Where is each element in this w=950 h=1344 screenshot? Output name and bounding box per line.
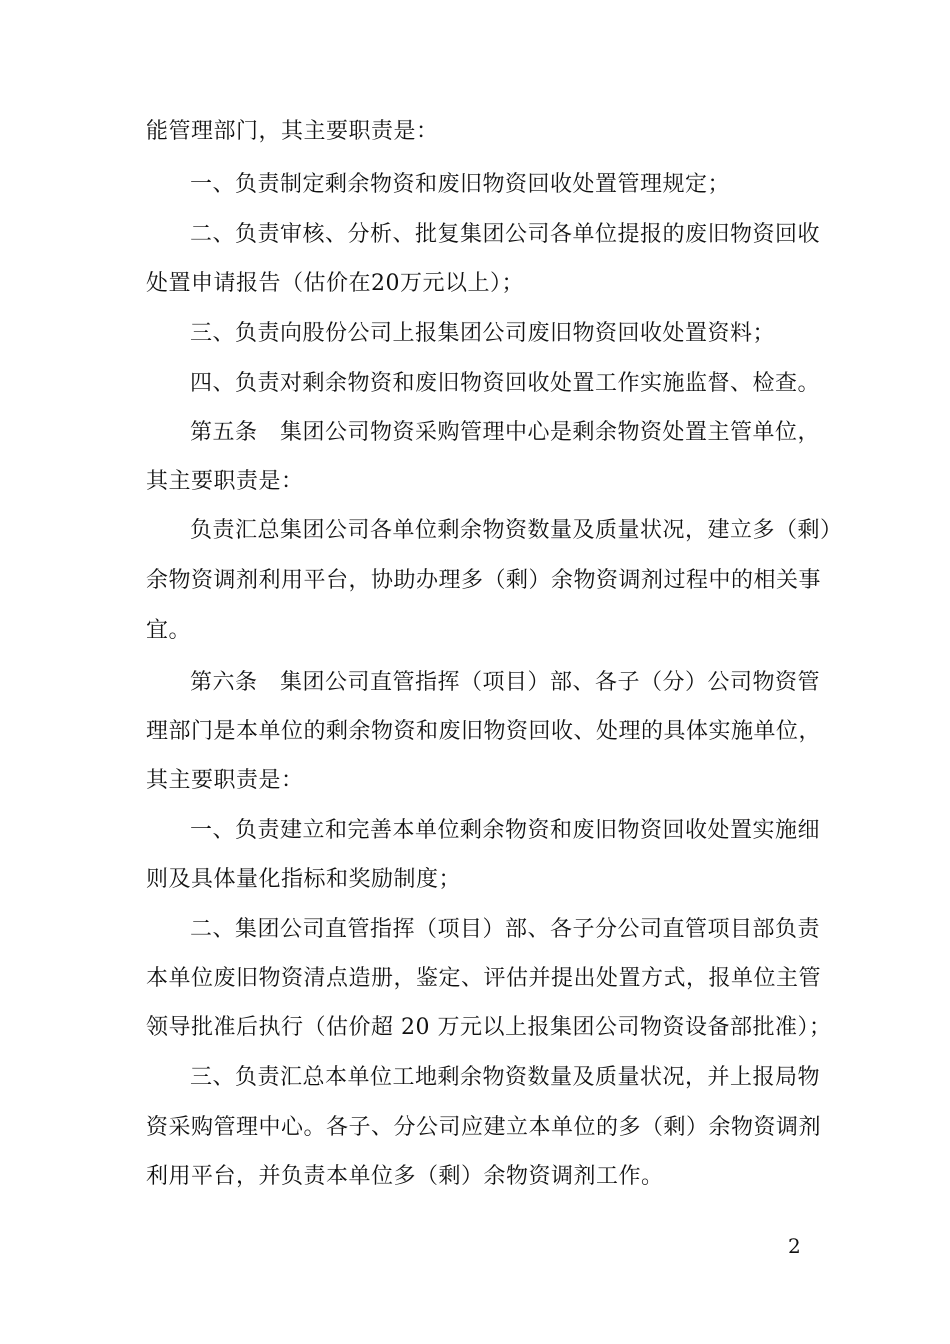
text-line-2: 一、负责制定剩余物资和废旧物资回收处置管理规定；: [190, 172, 731, 197]
text-line-22: 利用平台，并负责本单位多（剩）余物资调剂工作。: [146, 1164, 664, 1189]
text-line-10: 余物资调剂利用平台，协助办理多（剩）余物资调剂过程中的相关事: [146, 568, 822, 593]
text-line-19: 领导批准后执行（估价超 20 万元以上报集团公司物资设备部批准）；: [146, 1015, 832, 1040]
text-line-9: 负责汇总集团公司各单位剩余物资数量及质量状况，建立多（剩）: [190, 518, 843, 543]
text-line-5: 三、负责向股份公司上报集团公司废旧物资回收处置资料；: [190, 321, 776, 346]
text-line-11: 宜。: [146, 618, 192, 643]
text-line-21: 资采购管理中心。各子、分公司应建立本单位的多（剩）余物资调剂: [146, 1115, 822, 1140]
text-line-1: 能管理部门，其主要职责是：: [146, 119, 439, 144]
page-number: 2: [788, 1234, 801, 1258]
text-line-6: 四、负责对剩余物资和废旧物资回收处置工作实施监督、检查。: [190, 371, 821, 396]
text-line-7: 第五条 集团公司物资采购管理中心是剩余物资处置主管单位，: [190, 420, 821, 445]
text-line-16: 则及具体量化指标和奖励制度；: [146, 867, 462, 892]
text-line-4: 处置申请报告（估价在20万元以上）；: [146, 271, 524, 296]
text-line-20: 三、负责汇总本单位工地剩余物资数量及质量状况，并上报局物: [190, 1065, 821, 1090]
text-line-18: 本单位废旧物资清点造册，鉴定、评估并提出处置方式，报单位主管: [146, 966, 822, 991]
text-line-14: 其主要职责是：: [146, 768, 304, 793]
text-line-3: 二、负责审核、分析、批复集团公司各单位提报的废旧物资回收: [190, 222, 821, 247]
text-line-15: 一、负责建立和完善本单位剩余物资和废旧物资回收处置实施细: [190, 818, 821, 843]
text-line-17: 二、集团公司直管指挥（项目）部、各子分公司直管项目部负责: [190, 917, 821, 942]
text-line-13: 理部门是本单位的剩余物资和废旧物资回收、处理的具体实施单位，: [146, 719, 822, 744]
text-line-12: 第六条 集团公司直管指挥（项目）部、各子（分）公司物资管: [190, 670, 821, 695]
text-line-8: 其主要职责是：: [146, 469, 304, 494]
